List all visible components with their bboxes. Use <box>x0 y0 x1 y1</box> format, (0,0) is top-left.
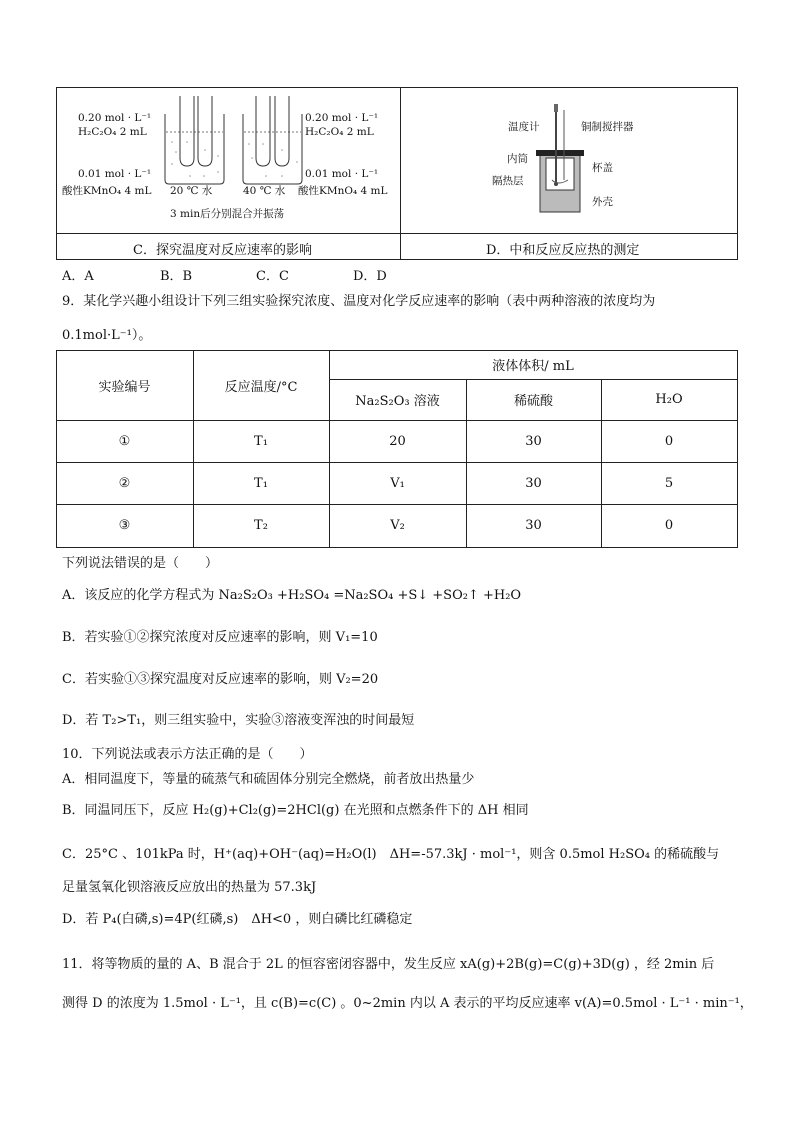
stirrer-label: 铜制搅拌器 <box>581 121 634 133</box>
inner-cylinder-label: 内筒 <box>507 153 528 165</box>
q10-stem: 10．下列说法或表示方法正确的是（ ） <box>62 747 313 762</box>
row1-water: 0 <box>664 433 674 449</box>
row3-acid: 30 <box>525 518 542 533</box>
row2-na: V₁ <box>390 475 405 491</box>
q9-stem-line1: 9．某化学兴趣小组设计下列三组实验探究浓度、温度对化学反应速率的影响（表中两种溶液的浓度均为 <box>62 294 656 309</box>
q10-option-a: A．相同温度下，等量的硫蒸气和硫固体分别完全燃烧，前者放出热量少 <box>62 772 475 787</box>
q8-option-c: C．C <box>256 269 289 284</box>
q9-question: 下列说法错误的是（ ） <box>62 556 219 571</box>
q10-option-d: D．若 P₄(白磷,s)=4P(红磷,s) ΔH<0 ，则白磷比红磷稳定 <box>62 912 413 927</box>
shell-label: 外壳 <box>592 196 613 208</box>
water-40-label: 40 ℃ 水 <box>243 185 286 197</box>
thermometer-label: 温度计 <box>508 121 540 133</box>
lid-label: 杯盖 <box>592 162 613 174</box>
q9-option-b: B．若实验①②探究浓度对反应速率的影响，则 V₁=10 <box>62 630 378 645</box>
right-label-4: 酸性KMnO₄ 4 mL <box>298 185 388 197</box>
temperature-experiment-diagram <box>160 92 310 192</box>
header-water: H₂O <box>655 392 683 407</box>
q11-line2: 测得 D 的浓度为 1.5mol · L⁻¹，且 c(B)=c(C) 。0~2min 内以 A 表示的平均反应速率 v(A)=0.5mol · L⁻¹ · min⁻¹， <box>62 996 753 1011</box>
caption-d: D．中和反应反应热的测定 <box>486 243 640 258</box>
q10-option-c-line2: 足量氢氧化钡溶液反应放出的热量为 57.3kJ <box>62 880 317 895</box>
left-label-4: 酸性KMnO₄ 4 mL <box>62 185 152 197</box>
row3-na: V₂ <box>390 518 405 533</box>
row1-na: 20 <box>389 433 406 449</box>
row2-acid: 30 <box>525 475 542 491</box>
right-label-2: H₂C₂O₄ 2 mL <box>305 126 374 138</box>
row1-temp: T₁ <box>254 433 268 449</box>
q10-option-b: B．同温同压下，反应 H₂(g)+Cl₂(g)=2HCl(g) 在光照和点燃条件下的 ΔH 相同 <box>62 803 529 818</box>
q11-line1: 11．将等物质的量的 A、B 混合于 2L 的恒容密闭容器中，发生反应 xA(g)+2B(g)=C(g)+3D(g) ，经 2min 后 <box>62 957 715 972</box>
water-20-label: 20 ℃ 水 <box>170 185 213 197</box>
left-figure-caption: 3 min后分别混合并振荡 <box>170 208 285 220</box>
row2-water: 5 <box>664 475 674 491</box>
q9-option-a: A．该反应的化学方程式为 Na₂S₂O₃ +H₂SO₄ =Na₂SO₄ +S↓ +SO₂↑ +H₂O <box>62 588 522 603</box>
row3-temp: T₂ <box>254 518 268 533</box>
q10-option-c-line1: C．25°C 、101kPa 时，H⁺(aq)+OH⁻(aq)=H₂O(l) ΔH=-57.3kJ · mol⁻¹，则含 0.5mol H₂SO₄ 的稀硫酸与 <box>62 847 720 862</box>
row2-id: ② <box>118 475 131 491</box>
left-label-1: 0.20 mol · L⁻¹ <box>78 112 152 124</box>
header-temperature: 反应温度/°C <box>224 379 298 395</box>
q8-option-d: D．D <box>353 269 387 284</box>
row3-water: 0 <box>664 518 674 533</box>
row3-id: ③ <box>118 518 131 533</box>
q9-option-c: C．若实验①③探究温度对反应速率的影响，则 V₂=20 <box>62 672 379 687</box>
left-label-2: H₂C₂O₄ 2 mL <box>78 126 147 138</box>
header-experiment-id: 实验编号 <box>98 379 151 395</box>
right-label-3: 0.01 mol · L⁻¹ <box>305 168 379 180</box>
header-na2s2o3: Na₂S₂O₃ 溶液 <box>355 394 440 409</box>
row1-id: ① <box>118 433 131 449</box>
q9-option-d: D．若 T₂>T₁，则三组实验中，实验③溶液变浑浊的时间最短 <box>62 713 415 728</box>
calorimeter-diagram <box>530 96 590 216</box>
left-label-3: 0.01 mol · L⁻¹ <box>78 168 152 180</box>
caption-c: C．探究温度对反应速率的影响 <box>133 243 312 258</box>
q8-option-b: B．B <box>160 269 193 284</box>
q8-option-a: A．A <box>62 269 94 284</box>
row2-temp: T₁ <box>254 475 268 491</box>
insulation-label: 隔热层 <box>492 175 524 187</box>
q9-stem-line2: 0.1mol·L⁻¹）。 <box>62 328 152 343</box>
right-label-1: 0.20 mol · L⁻¹ <box>305 112 379 124</box>
row1-acid: 30 <box>525 433 542 449</box>
header-liquid-volume: 液体体积/ mL <box>492 359 574 374</box>
header-sulfuric-acid: 稀硫酸 <box>513 394 553 409</box>
